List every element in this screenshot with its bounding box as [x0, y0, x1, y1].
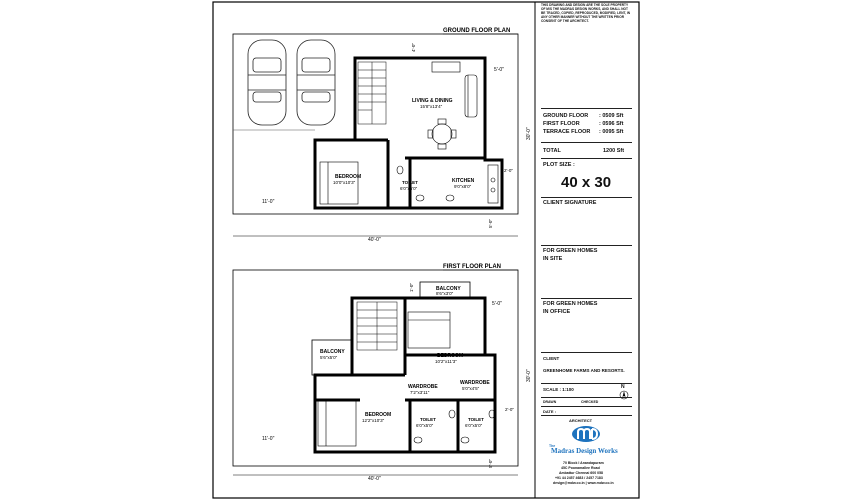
- area-value: : 0596 Sft: [599, 121, 624, 127]
- in-site-label: IN SITE: [543, 256, 563, 262]
- dimension-label: 2'-0": [505, 407, 514, 412]
- dimension-label: 30'-0": [526, 369, 532, 382]
- client-signature-box: [541, 197, 632, 244]
- date-box: [541, 406, 632, 415]
- room-label: WARDROBE: [408, 384, 438, 390]
- firm-email: design@mdw.co.in | www.mdw.co.in: [553, 481, 614, 485]
- room-size: 9'0"x8'0": [454, 184, 472, 189]
- firm-name-prefix: The: [549, 444, 556, 448]
- firm-address-2: 45C Poonamallee Road: [561, 466, 600, 470]
- ground-staircase: [358, 62, 386, 124]
- dimension-label: 5'-0": [494, 67, 504, 73]
- room-size: 8'6"x3'0": [436, 291, 454, 296]
- dimension-label: 2'-0": [504, 168, 513, 173]
- architect-box: [541, 415, 632, 498]
- dimension-label: 5'-0": [492, 301, 502, 307]
- title-block: [538, 0, 635, 500]
- room-label: LIVING & DINING: [412, 98, 453, 104]
- room-label: WARDROBE: [460, 380, 490, 386]
- room-size: 10'0"x10'3": [333, 180, 356, 185]
- car-icon: [297, 40, 335, 125]
- client-box: [541, 352, 632, 383]
- date-label: DATE :: [543, 409, 557, 414]
- dimension-label: 30'-0": [526, 127, 532, 140]
- area-label: GROUND FLOOR: [543, 113, 589, 119]
- plot-size-value: 40 x 30: [561, 174, 612, 191]
- room-label: TOILET: [468, 417, 484, 422]
- dimension-label: 40'-0": [368, 476, 381, 482]
- architect-label: ARCHITECT: [569, 418, 593, 423]
- plot-size-label: PLOT SIZE :: [543, 162, 575, 168]
- first-staircase: [357, 302, 397, 350]
- dimension-label: 40'-0": [368, 237, 381, 243]
- room-label: BEDROOM: [335, 174, 362, 180]
- total-label: TOTAL: [543, 148, 561, 154]
- ground-floor-title: GROUND FLOOR PLAN: [443, 28, 511, 34]
- area-label: FIRST FLOOR: [543, 121, 580, 127]
- dimension-label: 4'-0": [411, 43, 416, 52]
- first-floor-plan: [233, 264, 532, 482]
- area-value: : 0509 Sft: [599, 113, 624, 119]
- firm-logo-icon: [571, 425, 601, 443]
- room-label: TOILET: [420, 417, 436, 422]
- room-label: KITCHEN: [452, 178, 475, 184]
- room-size: 6'0"x5'0": [400, 186, 418, 191]
- green-homes-label: FOR GREEN HOMES: [543, 248, 598, 254]
- scale-box: [541, 383, 632, 396]
- area-value: : 0095 Sft: [599, 129, 624, 135]
- bed-icon: [408, 312, 450, 348]
- room-size: 6'0"x5'0": [416, 423, 434, 428]
- room-label: TOILET: [402, 180, 418, 185]
- firm-name: Madras Design Works: [551, 447, 618, 455]
- room-size: 7'2"x3'11": [410, 390, 430, 395]
- room-size: 10'2"x11'3": [435, 359, 457, 364]
- dimension-label: 5'-0": [488, 459, 493, 468]
- car-icon: [248, 40, 286, 125]
- dimension-label: 5'-0": [488, 219, 493, 228]
- room-size: 5'0"x4'5": [462, 386, 480, 391]
- room-size: 6'0"x5'0": [465, 423, 483, 428]
- room-size: 15'8"x13'4": [420, 104, 443, 109]
- firm-address-1: 70 Block I Anandapuram: [563, 461, 604, 465]
- green-homes-label: FOR GREEN HOMES: [543, 301, 598, 307]
- room-size: 5'6"x5'0": [320, 355, 338, 360]
- drawn-label: DRAWN: [543, 400, 557, 404]
- total-value: 1200 Sft: [603, 148, 625, 154]
- room-label: BEDROOM: [437, 353, 464, 359]
- firm-address-3: Ambattur Chennai 600 058: [559, 471, 603, 475]
- checked-label: CHECKED: [581, 400, 599, 404]
- room-label: BALCONY: [436, 286, 461, 292]
- first-floor-title: FIRST FLOOR PLAN: [443, 264, 501, 270]
- in-office-label: IN OFFICE: [543, 309, 571, 315]
- client-signature-label: CLIENT SIGNATURE: [543, 200, 597, 206]
- dimension-label: 1'-0": [409, 283, 414, 292]
- bed-icon: [318, 400, 356, 446]
- copyright-note: THIS DRAWING AND DESIGN ARE THE SOLE PROPERTY OF M/S THE MADRAS DESIGN WORKS, AND SHALL NOT BE TRACED, COPIED, REPRODUCED, MODIFIED, LENT, IN ANY OTHER MANNER WITHOUT THE WRITTEN PRIOR CONSENT OF THE ARCHITECT.: [541, 3, 631, 23]
- dining-table-icon: [428, 119, 456, 149]
- client-label: CLIENT: [543, 356, 560, 361]
- area-label: TERRACE FLOOR: [543, 129, 591, 135]
- area-schedule: [541, 108, 632, 141]
- dimension-label: 11'-0": [262, 436, 275, 442]
- kitchen-counter: [488, 165, 498, 203]
- green-homes-site-box: [541, 245, 632, 296]
- room-label: BEDROOM: [365, 412, 392, 418]
- scale-label: SCALE : 1:100: [543, 387, 574, 392]
- dimension-label: 11'-0": [262, 199, 275, 205]
- ground-floor-plan: [233, 28, 532, 243]
- green-homes-office-box: [541, 298, 632, 349]
- firm-phone: +91 44 2457 4683 / 2457 7183: [555, 476, 603, 480]
- total-area: [541, 142, 632, 159]
- client-name: GREENHOME FARMS AND RESORTS.: [543, 368, 625, 373]
- room-label: BALCONY: [320, 349, 345, 355]
- room-size: 12'2"x10'3": [362, 418, 385, 423]
- plot-size-box: [541, 158, 632, 197]
- north-label: N: [621, 384, 625, 390]
